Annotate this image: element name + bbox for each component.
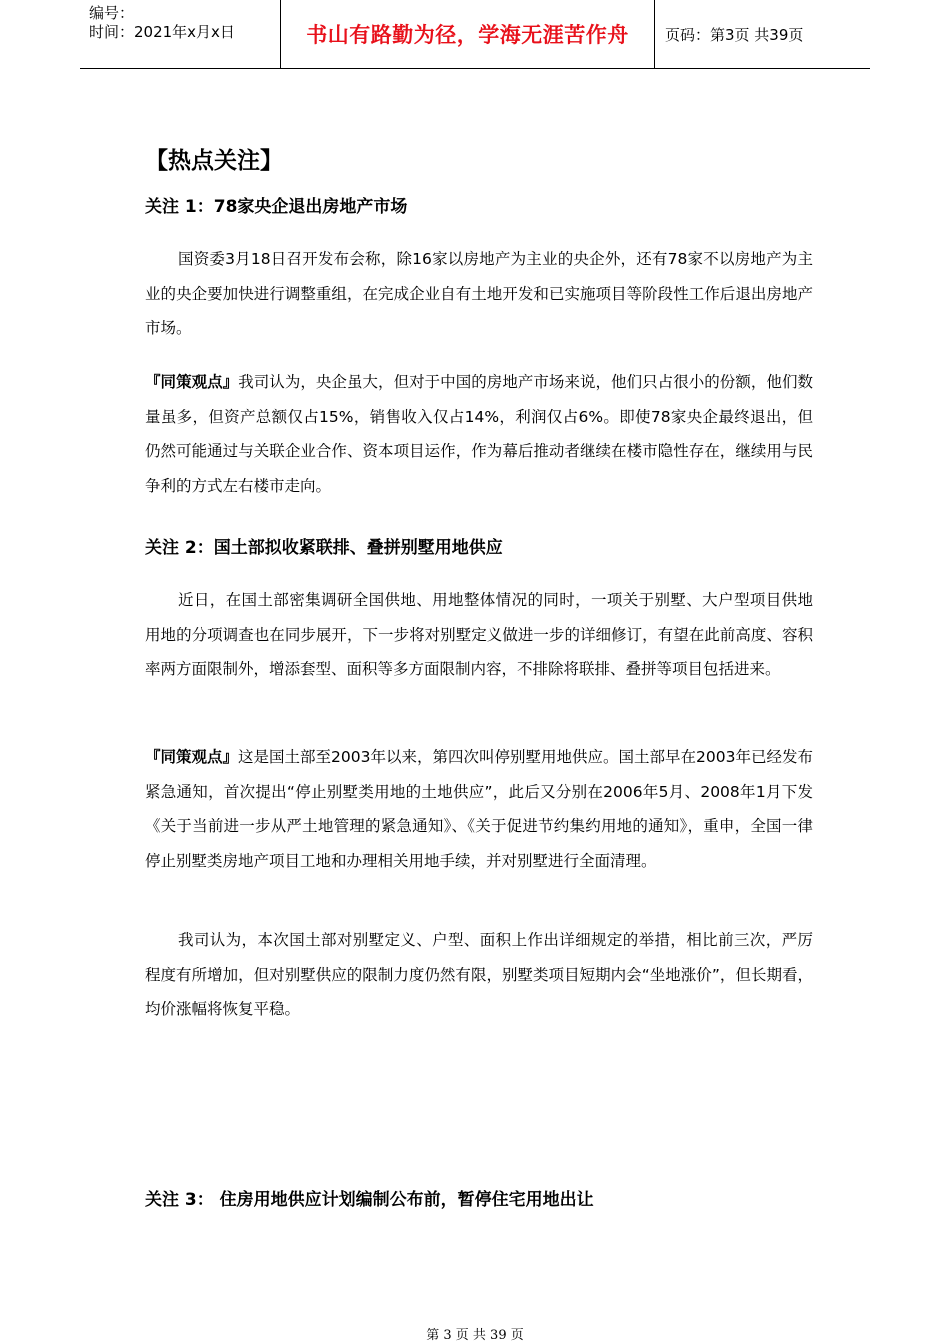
section-title: 【热点关注】	[145, 148, 283, 174]
header-motto: 书山有路勤为径，学海无涯苦作舟	[281, 0, 655, 68]
page-footer: 第 3 页 共 39 页	[426, 1328, 524, 1343]
focus-1-paragraph: 国资委3月18日召开发布会称，除16家以房地产为主业的央企外，还有78家不以房地产为主业的央企要加快进行调整重组，在完成企业自有土地开发和已实施项目等阶段性工作后退出房地产市场。	[145, 250, 813, 337]
focus-2-viewpoint	[145, 740, 813, 878]
viewpoint-text: 我司认为，央企虽大，但对于中国的房地产市场来说，他们只占很小的份额，他们数量虽多，但资产总额仅占15%，销售收入仅占14%，利润仅占6%。即使78家央企最终退出，但仍然可能通过与关联企业合作、资本项目运作，作为幕后推动者继续在楼市隐性存在，继续用与民争利的方式左右楼市走向。	[145, 373, 813, 495]
focus-3-heading: 关注 3： 住房用地供应计划编制公布前，暂停住宅用地出让	[145, 1190, 594, 1210]
focus-1-heading: 关注 1：78家央企退出房地产市场	[145, 197, 408, 217]
viewpoint-text: 这是国土部至2003年以来，第四次叫停别墅用地供应。国土部早在2003年已经发布紧急通知，首次提出“停止别墅类用地的土地供应”，此后又分别在2006年5月、2008年1月下发《关于当前进一步从严土地管理的紧急通知》、《关于促进节约集约用地的通知》，重申，全国一律停止别墅类房地产项目工地和办理相关用地手续，并对别墅进行全面清理。	[145, 748, 813, 870]
document-number-label: 编号：	[89, 4, 135, 22]
focus-1-viewpoint	[145, 365, 813, 503]
header-meta	[80, 0, 281, 68]
page-header	[80, 0, 870, 69]
header-page-info: 页码：第3页 共39页	[665, 25, 804, 44]
focus-2-heading: 关注 2：国土部拟收紧联排、叠拼别墅用地供应	[145, 538, 503, 558]
document-time-label: 时间：2021年x月x日	[89, 23, 235, 41]
focus-2-paragraph: 近日，在国土部密集调研全国供地、用地整体情况的同时，一项关于别墅、大户型项目供地用地的分项调查也在同步展开，下一步将对别墅定义做进一步的详细修订，有望在此前高度、容积率两方面限制外，增添套型、面积等多方面限制内容，不排除将联排、叠拼等项目包括进来。	[145, 591, 813, 678]
viewpoint-label: 『同策观点』	[145, 373, 239, 391]
viewpoint-label: 『同策观点』	[145, 748, 239, 766]
focus-2-conclusion: 我司认为，本次国土部对别墅定义、户型、面积上作出详细规定的举措，相比前三次，严厉程度有所增加，但对别墅供应的限制力度仍然有限，别墅类项目短期内会“坐地涨价”，但长期看，均价涨幅将恢复平稳。	[145, 931, 813, 1018]
